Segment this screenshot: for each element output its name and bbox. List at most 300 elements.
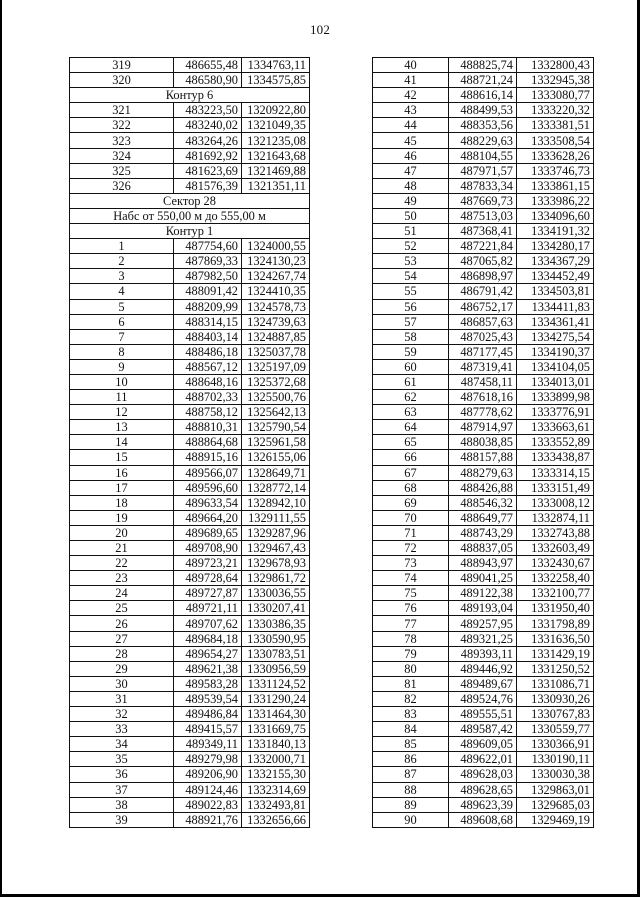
table-row bbox=[373, 571, 594, 586]
y-coordinate: 1329467,43 bbox=[242, 541, 310, 556]
y-coordinate: 1334104,05 bbox=[517, 359, 594, 374]
table-row bbox=[70, 133, 310, 148]
y-coordinate: 1333986,22 bbox=[517, 193, 594, 208]
x-coordinate: 489723,21 bbox=[174, 556, 242, 571]
x-coordinate: 488403,14 bbox=[174, 329, 242, 344]
y-coordinate: 1332155,30 bbox=[242, 767, 310, 782]
point-number: 9 bbox=[70, 359, 174, 374]
point-number: 89 bbox=[373, 797, 449, 812]
point-number: 56 bbox=[373, 299, 449, 314]
x-coordinate: 489524,76 bbox=[449, 691, 517, 706]
y-coordinate: 1332314,69 bbox=[242, 782, 310, 797]
y-coordinate: 1334452,49 bbox=[517, 269, 594, 284]
point-number: 55 bbox=[373, 284, 449, 299]
y-coordinate: 1331124,52 bbox=[242, 676, 310, 691]
y-coordinate: 1330767,83 bbox=[517, 707, 594, 722]
point-number: 46 bbox=[373, 148, 449, 163]
x-coordinate: 487177,45 bbox=[449, 344, 517, 359]
y-coordinate: 1321469,88 bbox=[242, 163, 310, 178]
point-number: 21 bbox=[70, 541, 174, 556]
x-coordinate: 489633,54 bbox=[174, 495, 242, 510]
table-row bbox=[373, 435, 594, 450]
y-coordinate: 1332258,40 bbox=[517, 571, 594, 586]
x-coordinate: 489596,60 bbox=[174, 480, 242, 495]
y-coordinate: 1333861,15 bbox=[517, 178, 594, 193]
y-coordinate: 1324267,74 bbox=[242, 269, 310, 284]
y-coordinate: 1331429,19 bbox=[517, 646, 594, 661]
x-coordinate: 488825,74 bbox=[449, 58, 517, 73]
point-number: 325 bbox=[70, 163, 174, 178]
point-number: 64 bbox=[373, 420, 449, 435]
x-coordinate: 486791,42 bbox=[449, 284, 517, 299]
y-coordinate: 1333220,32 bbox=[517, 103, 594, 118]
point-number: 52 bbox=[373, 239, 449, 254]
table-row bbox=[70, 284, 310, 299]
y-coordinate: 1320922,80 bbox=[242, 103, 310, 118]
point-number: 72 bbox=[373, 541, 449, 556]
point-number: 14 bbox=[70, 435, 174, 450]
section-label-row bbox=[70, 208, 310, 223]
x-coordinate: 486580,90 bbox=[174, 73, 242, 88]
point-number: 18 bbox=[70, 495, 174, 510]
table-row bbox=[70, 254, 310, 269]
point-number: 39 bbox=[70, 812, 174, 827]
y-coordinate: 1330590,95 bbox=[242, 631, 310, 646]
x-coordinate: 489041,25 bbox=[449, 571, 517, 586]
table-row bbox=[373, 163, 594, 178]
y-coordinate: 1331464,30 bbox=[242, 707, 310, 722]
y-coordinate: 1328772,14 bbox=[242, 480, 310, 495]
x-coordinate: 488279,63 bbox=[449, 465, 517, 480]
table-row bbox=[70, 118, 310, 133]
point-number: 81 bbox=[373, 676, 449, 691]
point-number: 86 bbox=[373, 752, 449, 767]
point-number: 84 bbox=[373, 722, 449, 737]
table-row bbox=[70, 73, 310, 88]
table-row bbox=[373, 148, 594, 163]
y-coordinate: 1334096,60 bbox=[517, 208, 594, 223]
x-coordinate: 489727,87 bbox=[174, 586, 242, 601]
table-row bbox=[70, 450, 310, 465]
point-number: 25 bbox=[70, 601, 174, 616]
x-coordinate: 487914,97 bbox=[449, 420, 517, 435]
x-coordinate: 489628,03 bbox=[449, 767, 517, 782]
x-coordinate: 488499,53 bbox=[449, 103, 517, 118]
point-number: 29 bbox=[70, 661, 174, 676]
y-coordinate: 1330036,55 bbox=[242, 586, 310, 601]
x-coordinate: 489728,64 bbox=[174, 571, 242, 586]
y-coordinate: 1333746,73 bbox=[517, 163, 594, 178]
y-coordinate: 1334575,85 bbox=[242, 73, 310, 88]
x-coordinate: 488091,42 bbox=[174, 284, 242, 299]
table-row bbox=[70, 556, 310, 571]
x-coordinate: 489566,07 bbox=[174, 465, 242, 480]
section-label: Контур 1 bbox=[70, 224, 310, 239]
section-label: Сектор 28 bbox=[70, 193, 310, 208]
y-coordinate: 1330190,11 bbox=[517, 752, 594, 767]
point-number: 59 bbox=[373, 344, 449, 359]
table-row bbox=[373, 782, 594, 797]
point-number: 28 bbox=[70, 646, 174, 661]
x-coordinate: 488038,85 bbox=[449, 435, 517, 450]
table-row bbox=[70, 525, 310, 540]
x-coordinate: 488915,16 bbox=[174, 450, 242, 465]
table-row bbox=[373, 390, 594, 405]
y-coordinate: 1324739,63 bbox=[242, 314, 310, 329]
y-coordinate: 1330956,59 bbox=[242, 661, 310, 676]
x-coordinate: 488546,32 bbox=[449, 495, 517, 510]
table-row bbox=[373, 480, 594, 495]
y-coordinate: 1334361,41 bbox=[517, 314, 594, 329]
y-coordinate: 1321643,68 bbox=[242, 148, 310, 163]
point-number: 68 bbox=[373, 480, 449, 495]
x-coordinate: 488743,29 bbox=[449, 525, 517, 540]
x-coordinate: 483223,50 bbox=[174, 103, 242, 118]
table-row bbox=[70, 691, 310, 706]
x-coordinate: 487778,62 bbox=[449, 405, 517, 420]
x-coordinate: 487618,16 bbox=[449, 390, 517, 405]
x-coordinate: 489708,90 bbox=[174, 541, 242, 556]
y-coordinate: 1334280,17 bbox=[517, 239, 594, 254]
point-number: 79 bbox=[373, 646, 449, 661]
table-row bbox=[373, 329, 594, 344]
y-coordinate: 1329469,19 bbox=[517, 812, 594, 827]
point-number: 30 bbox=[70, 676, 174, 691]
y-coordinate: 1324410,35 bbox=[242, 284, 310, 299]
x-coordinate: 488943,97 bbox=[449, 556, 517, 571]
point-number: 49 bbox=[373, 193, 449, 208]
y-coordinate: 1332603,49 bbox=[517, 541, 594, 556]
table-row bbox=[373, 178, 594, 193]
x-coordinate: 489654,27 bbox=[174, 646, 242, 661]
x-coordinate: 489022,83 bbox=[174, 797, 242, 812]
table-row bbox=[70, 510, 310, 525]
table-row bbox=[373, 359, 594, 374]
x-coordinate: 489279,98 bbox=[174, 752, 242, 767]
table-row bbox=[373, 208, 594, 223]
point-number: 1 bbox=[70, 239, 174, 254]
table-row bbox=[373, 646, 594, 661]
y-coordinate: 1333552,89 bbox=[517, 435, 594, 450]
table-row bbox=[70, 374, 310, 389]
x-coordinate: 489621,38 bbox=[174, 661, 242, 676]
table-row bbox=[70, 797, 310, 812]
point-number: 60 bbox=[373, 359, 449, 374]
table-row bbox=[373, 269, 594, 284]
point-number: 53 bbox=[373, 254, 449, 269]
table-body bbox=[70, 58, 310, 828]
point-number: 82 bbox=[373, 691, 449, 706]
y-coordinate: 1332430,67 bbox=[517, 556, 594, 571]
point-number: 38 bbox=[70, 797, 174, 812]
y-coordinate: 1329685,03 bbox=[517, 797, 594, 812]
y-coordinate: 1333080,77 bbox=[517, 88, 594, 103]
x-coordinate: 488649,77 bbox=[449, 510, 517, 525]
point-number: 7 bbox=[70, 329, 174, 344]
y-coordinate: 1334013,01 bbox=[517, 374, 594, 389]
point-number: 43 bbox=[373, 103, 449, 118]
x-coordinate: 489321,25 bbox=[449, 631, 517, 646]
x-coordinate: 489707,62 bbox=[174, 616, 242, 631]
point-number: 45 bbox=[373, 133, 449, 148]
x-coordinate: 487319,41 bbox=[449, 359, 517, 374]
table-row bbox=[70, 163, 310, 178]
y-coordinate: 1331950,40 bbox=[517, 601, 594, 616]
point-number: 322 bbox=[70, 118, 174, 133]
x-coordinate: 486752,17 bbox=[449, 299, 517, 314]
x-coordinate: 489415,57 bbox=[174, 722, 242, 737]
y-coordinate: 1325037,78 bbox=[242, 344, 310, 359]
x-coordinate: 489489,67 bbox=[449, 676, 517, 691]
table-row bbox=[373, 314, 594, 329]
point-number: 75 bbox=[373, 586, 449, 601]
y-coordinate: 1325642,13 bbox=[242, 405, 310, 420]
x-coordinate: 488353,56 bbox=[449, 118, 517, 133]
table-row bbox=[373, 707, 594, 722]
x-coordinate: 489486,84 bbox=[174, 707, 242, 722]
point-number: 11 bbox=[70, 390, 174, 405]
y-coordinate: 1321235,08 bbox=[242, 133, 310, 148]
point-number: 22 bbox=[70, 556, 174, 571]
y-coordinate: 1333508,54 bbox=[517, 133, 594, 148]
y-coordinate: 1325500,76 bbox=[242, 390, 310, 405]
table-row bbox=[373, 525, 594, 540]
y-coordinate: 1331798,89 bbox=[517, 616, 594, 631]
x-coordinate: 489393,11 bbox=[449, 646, 517, 661]
coordinates-table-right bbox=[372, 57, 594, 828]
point-number: 323 bbox=[70, 133, 174, 148]
x-coordinate: 489689,65 bbox=[174, 525, 242, 540]
x-coordinate: 488426,88 bbox=[449, 480, 517, 495]
y-coordinate: 1330386,35 bbox=[242, 616, 310, 631]
point-number: 65 bbox=[373, 435, 449, 450]
table-row bbox=[373, 797, 594, 812]
point-number: 23 bbox=[70, 571, 174, 586]
point-number: 61 bbox=[373, 374, 449, 389]
section-label-row bbox=[70, 193, 310, 208]
x-coordinate: 488864,68 bbox=[174, 435, 242, 450]
x-coordinate: 489609,05 bbox=[449, 737, 517, 752]
table-row bbox=[373, 58, 594, 73]
point-number: 17 bbox=[70, 480, 174, 495]
table-row bbox=[373, 722, 594, 737]
point-number: 40 bbox=[373, 58, 449, 73]
table-row bbox=[70, 541, 310, 556]
table-row bbox=[373, 767, 594, 782]
y-coordinate: 1329287,96 bbox=[242, 525, 310, 540]
table-row bbox=[373, 284, 594, 299]
table-row bbox=[70, 299, 310, 314]
x-coordinate: 489446,92 bbox=[449, 661, 517, 676]
y-coordinate: 1334190,37 bbox=[517, 344, 594, 359]
y-coordinate: 1332945,38 bbox=[517, 73, 594, 88]
x-coordinate: 487513,03 bbox=[449, 208, 517, 223]
x-coordinate: 488104,55 bbox=[449, 148, 517, 163]
x-coordinate: 488209,99 bbox=[174, 299, 242, 314]
point-number: 26 bbox=[70, 616, 174, 631]
y-coordinate: 1324130,23 bbox=[242, 254, 310, 269]
section-label: Набс от 550,00 м до 555,00 м bbox=[70, 208, 310, 223]
section-label-row bbox=[70, 88, 310, 103]
x-coordinate: 481623,69 bbox=[174, 163, 242, 178]
table-row bbox=[373, 374, 594, 389]
point-number: 33 bbox=[70, 722, 174, 737]
table-row bbox=[70, 465, 310, 480]
point-number: 4 bbox=[70, 284, 174, 299]
point-number: 37 bbox=[70, 782, 174, 797]
x-coordinate: 487754,60 bbox=[174, 239, 242, 254]
section-label-row bbox=[70, 224, 310, 239]
coordinates-table-left bbox=[69, 57, 310, 828]
y-coordinate: 1324578,73 bbox=[242, 299, 310, 314]
table-row bbox=[70, 344, 310, 359]
x-coordinate: 488921,76 bbox=[174, 812, 242, 827]
y-coordinate: 1324887,85 bbox=[242, 329, 310, 344]
y-coordinate: 1333663,61 bbox=[517, 420, 594, 435]
table-row bbox=[373, 405, 594, 420]
point-number: 88 bbox=[373, 782, 449, 797]
table-row bbox=[373, 676, 594, 691]
x-coordinate: 487458,11 bbox=[449, 374, 517, 389]
point-number: 87 bbox=[373, 767, 449, 782]
point-number: 3 bbox=[70, 269, 174, 284]
table-row bbox=[70, 767, 310, 782]
y-coordinate: 1329861,72 bbox=[242, 571, 310, 586]
y-coordinate: 1330930,26 bbox=[517, 691, 594, 706]
table-row bbox=[373, 586, 594, 601]
y-coordinate: 1329111,55 bbox=[242, 510, 310, 525]
x-coordinate: 489628,65 bbox=[449, 782, 517, 797]
table-row bbox=[70, 722, 310, 737]
x-coordinate: 488314,15 bbox=[174, 314, 242, 329]
point-number: 47 bbox=[373, 163, 449, 178]
table-row bbox=[373, 631, 594, 646]
table-row bbox=[70, 58, 310, 73]
x-coordinate: 487982,50 bbox=[174, 269, 242, 284]
point-number: 62 bbox=[373, 390, 449, 405]
table-row bbox=[373, 118, 594, 133]
table-row bbox=[70, 239, 310, 254]
table-row bbox=[70, 314, 310, 329]
y-coordinate: 1330783,51 bbox=[242, 646, 310, 661]
point-number: 6 bbox=[70, 314, 174, 329]
y-coordinate: 1334763,11 bbox=[242, 58, 310, 73]
point-number: 5 bbox=[70, 299, 174, 314]
point-number: 31 bbox=[70, 691, 174, 706]
x-coordinate: 489721,11 bbox=[174, 601, 242, 616]
point-number: 10 bbox=[70, 374, 174, 389]
x-coordinate: 489124,46 bbox=[174, 782, 242, 797]
y-coordinate: 1334411,83 bbox=[517, 299, 594, 314]
point-number: 44 bbox=[373, 118, 449, 133]
x-coordinate: 488648,16 bbox=[174, 374, 242, 389]
y-coordinate: 1331840,13 bbox=[242, 737, 310, 752]
table-row bbox=[70, 329, 310, 344]
x-coordinate: 481576,39 bbox=[174, 178, 242, 193]
y-coordinate: 1324000,55 bbox=[242, 239, 310, 254]
x-coordinate: 487221,84 bbox=[449, 239, 517, 254]
x-coordinate: 486857,63 bbox=[449, 314, 517, 329]
y-coordinate: 1332656,66 bbox=[242, 812, 310, 827]
x-coordinate: 487025,43 bbox=[449, 329, 517, 344]
table-row bbox=[70, 601, 310, 616]
x-coordinate: 483240,02 bbox=[174, 118, 242, 133]
point-number: 85 bbox=[373, 737, 449, 752]
y-coordinate: 1332743,88 bbox=[517, 525, 594, 540]
y-coordinate: 1332874,11 bbox=[517, 510, 594, 525]
x-coordinate: 486898,97 bbox=[449, 269, 517, 284]
y-coordinate: 1334191,32 bbox=[517, 224, 594, 239]
point-number: 324 bbox=[70, 148, 174, 163]
x-coordinate: 488567,12 bbox=[174, 359, 242, 374]
y-coordinate: 1333151,49 bbox=[517, 480, 594, 495]
x-coordinate: 488810,31 bbox=[174, 420, 242, 435]
table-row bbox=[373, 541, 594, 556]
point-number: 70 bbox=[373, 510, 449, 525]
point-number: 67 bbox=[373, 465, 449, 480]
point-number: 326 bbox=[70, 178, 174, 193]
point-number: 42 bbox=[373, 88, 449, 103]
table-row bbox=[373, 691, 594, 706]
point-number: 16 bbox=[70, 465, 174, 480]
x-coordinate: 488157,88 bbox=[449, 450, 517, 465]
table-row bbox=[373, 752, 594, 767]
table-row bbox=[373, 193, 594, 208]
point-number: 83 bbox=[373, 707, 449, 722]
y-coordinate: 1331290,24 bbox=[242, 691, 310, 706]
x-coordinate: 489608,68 bbox=[449, 812, 517, 827]
table-row bbox=[373, 616, 594, 631]
point-number: 58 bbox=[373, 329, 449, 344]
point-number: 80 bbox=[373, 661, 449, 676]
x-coordinate: 487971,57 bbox=[449, 163, 517, 178]
table-row bbox=[70, 420, 310, 435]
y-coordinate: 1333381,51 bbox=[517, 118, 594, 133]
table-row bbox=[373, 420, 594, 435]
y-coordinate: 1333776,91 bbox=[517, 405, 594, 420]
table-row bbox=[70, 390, 310, 405]
y-coordinate: 1333008,12 bbox=[517, 495, 594, 510]
x-coordinate: 487869,33 bbox=[174, 254, 242, 269]
point-number: 69 bbox=[373, 495, 449, 510]
x-coordinate: 488721,24 bbox=[449, 73, 517, 88]
point-number: 2 bbox=[70, 254, 174, 269]
point-number: 24 bbox=[70, 586, 174, 601]
point-number: 71 bbox=[373, 525, 449, 540]
x-coordinate: 488229,63 bbox=[449, 133, 517, 148]
x-coordinate: 488837,05 bbox=[449, 541, 517, 556]
point-number: 35 bbox=[70, 752, 174, 767]
point-number: 320 bbox=[70, 73, 174, 88]
table-row bbox=[70, 495, 310, 510]
table-row bbox=[70, 646, 310, 661]
page-number: 102 bbox=[309, 22, 331, 37]
table-row bbox=[70, 269, 310, 284]
point-number: 12 bbox=[70, 405, 174, 420]
table-row bbox=[373, 556, 594, 571]
y-coordinate: 1334367,29 bbox=[517, 254, 594, 269]
point-number: 41 bbox=[373, 73, 449, 88]
y-coordinate: 1331250,52 bbox=[517, 661, 594, 676]
y-coordinate: 1330559,77 bbox=[517, 722, 594, 737]
x-coordinate: 489623,39 bbox=[449, 797, 517, 812]
point-number: 48 bbox=[373, 178, 449, 193]
x-coordinate: 487065,82 bbox=[449, 254, 517, 269]
table-row bbox=[373, 465, 594, 480]
y-coordinate: 1325372,68 bbox=[242, 374, 310, 389]
point-number: 32 bbox=[70, 707, 174, 722]
point-number: 63 bbox=[373, 405, 449, 420]
